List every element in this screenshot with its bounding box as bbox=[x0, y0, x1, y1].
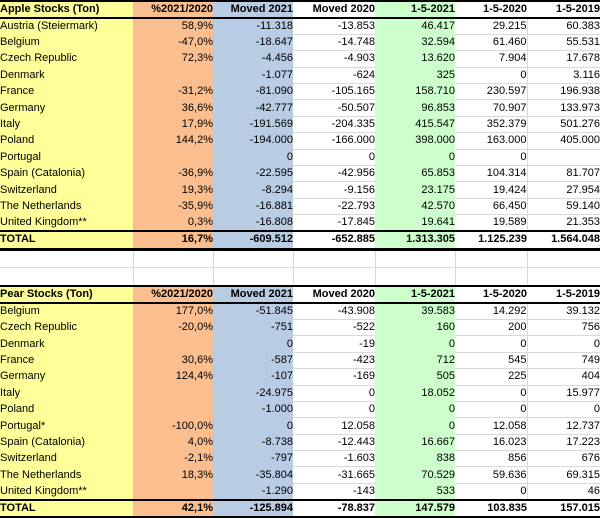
cell[interactable]: 0 bbox=[293, 149, 375, 165]
cell[interactable]: -107 bbox=[213, 369, 293, 385]
cell[interactable]: 133.973 bbox=[527, 100, 600, 116]
total-cell[interactable]: -125.894 bbox=[213, 500, 293, 518]
cell[interactable]: 196.938 bbox=[527, 84, 600, 100]
cell[interactable]: -4.903 bbox=[293, 51, 375, 67]
cell[interactable]: 7.904 bbox=[455, 51, 527, 67]
cell[interactable]: 70.529 bbox=[375, 467, 455, 483]
table-row bbox=[0, 418, 600, 434]
cell[interactable]: -100,0% bbox=[133, 418, 213, 434]
column-header-6[interactable]: 1-5-2019 bbox=[527, 1, 600, 18]
cell[interactable]: 19,3% bbox=[133, 182, 213, 198]
cell[interactable]: -204.335 bbox=[293, 116, 375, 132]
row-label[interactable]: Denmark bbox=[0, 67, 133, 83]
cell[interactable]: 712 bbox=[375, 352, 455, 368]
cell[interactable]: 158.710 bbox=[375, 84, 455, 100]
cell[interactable]: -624 bbox=[293, 67, 375, 83]
cell[interactable] bbox=[133, 483, 213, 499]
cell[interactable]: -20,0% bbox=[133, 319, 213, 335]
table-title[interactable]: Pear Stocks (Ton) bbox=[0, 286, 133, 303]
cell[interactable]: 70.907 bbox=[455, 100, 527, 116]
cell[interactable]: -42.777 bbox=[213, 100, 293, 116]
table-row bbox=[0, 467, 600, 483]
cell[interactable]: 0 bbox=[455, 149, 527, 165]
cell[interactable]: 59.636 bbox=[455, 467, 527, 483]
table-row bbox=[0, 500, 600, 518]
cell[interactable]: 160 bbox=[375, 319, 455, 335]
cell[interactable]: -35,9% bbox=[133, 198, 213, 214]
cell[interactable]: 15.977 bbox=[527, 385, 600, 401]
table-row bbox=[0, 1, 600, 18]
cell[interactable]: 0 bbox=[293, 385, 375, 401]
cell[interactable]: -24.975 bbox=[213, 385, 293, 401]
cell[interactable]: 13.620 bbox=[375, 51, 455, 67]
total-cell[interactable]: -609.512 bbox=[213, 231, 293, 249]
column-header-6[interactable]: 1-5-2019 bbox=[527, 286, 600, 303]
cell[interactable]: -522 bbox=[293, 319, 375, 335]
cell[interactable]: 27.954 bbox=[527, 182, 600, 198]
total-cell[interactable]: 1.564.048 bbox=[527, 231, 600, 249]
total-label[interactable]: TOTAL bbox=[0, 500, 133, 518]
cell[interactable]: 404 bbox=[527, 369, 600, 385]
cell[interactable]: 756 bbox=[527, 319, 600, 335]
cell[interactable]: 39.132 bbox=[527, 303, 600, 319]
row-label[interactable]: Switzerland bbox=[0, 182, 133, 198]
empty-cell[interactable] bbox=[375, 249, 455, 268]
column-header-2[interactable]: Moved 2021 bbox=[213, 1, 293, 18]
table-row bbox=[0, 100, 600, 116]
cell[interactable]: 12.737 bbox=[527, 418, 600, 434]
total-cell[interactable]: -652.885 bbox=[293, 231, 375, 249]
cell[interactable]: -19 bbox=[293, 336, 375, 352]
table-row bbox=[0, 133, 600, 149]
cell[interactable]: 0 bbox=[293, 401, 375, 417]
column-header-1[interactable]: %2021/2020 bbox=[133, 286, 213, 303]
total-cell[interactable]: 147.579 bbox=[375, 500, 455, 518]
empty-cell[interactable] bbox=[133, 268, 213, 287]
cell[interactable]: -143 bbox=[293, 483, 375, 499]
cell[interactable]: -12.443 bbox=[293, 434, 375, 450]
cell[interactable]: 398.000 bbox=[375, 133, 455, 149]
cell[interactable]: 0 bbox=[455, 385, 527, 401]
table-row bbox=[0, 369, 600, 385]
cell[interactable]: 501.276 bbox=[527, 116, 600, 132]
cell[interactable]: 533 bbox=[375, 483, 455, 499]
cell[interactable]: 14.292 bbox=[455, 303, 527, 319]
total-cell[interactable]: 1.313.305 bbox=[375, 231, 455, 249]
cell[interactable]: -17.845 bbox=[293, 215, 375, 231]
cell[interactable]: 55.531 bbox=[527, 34, 600, 50]
empty-cell[interactable] bbox=[293, 249, 375, 268]
cell[interactable]: 96.853 bbox=[375, 100, 455, 116]
row-label[interactable]: Germany bbox=[0, 369, 133, 385]
cell[interactable]: 0 bbox=[375, 418, 455, 434]
column-header-3[interactable]: Moved 2020 bbox=[293, 1, 375, 18]
cell[interactable]: 856 bbox=[455, 451, 527, 467]
row-label[interactable]: Denmark bbox=[0, 336, 133, 352]
row-label[interactable]: Czech Republic bbox=[0, 51, 133, 67]
table-row bbox=[0, 483, 600, 499]
cell[interactable]: -31.665 bbox=[293, 467, 375, 483]
cell[interactable]: 4,0% bbox=[133, 434, 213, 450]
cell[interactable]: 838 bbox=[375, 451, 455, 467]
cell[interactable] bbox=[527, 149, 600, 165]
row-label[interactable]: United Kingdom** bbox=[0, 215, 133, 231]
cell[interactable]: 81.707 bbox=[527, 166, 600, 182]
cell[interactable]: 66.450 bbox=[455, 198, 527, 214]
total-label[interactable]: TOTAL bbox=[0, 231, 133, 249]
cell[interactable] bbox=[133, 401, 213, 417]
row-label[interactable]: Portugal* bbox=[0, 418, 133, 434]
total-cell[interactable]: -78.837 bbox=[293, 500, 375, 518]
cell[interactable]: -31,2% bbox=[133, 84, 213, 100]
table-title[interactable]: Apple Stocks (Ton) bbox=[0, 1, 133, 18]
table-row bbox=[0, 352, 600, 368]
cell[interactable]: -22.595 bbox=[213, 166, 293, 182]
cell[interactable]: -105.165 bbox=[293, 84, 375, 100]
cell[interactable]: -1.000 bbox=[213, 401, 293, 417]
cell[interactable]: 0 bbox=[455, 483, 527, 499]
cell[interactable]: 325 bbox=[375, 67, 455, 83]
cell[interactable]: 0 bbox=[213, 149, 293, 165]
cell[interactable]: -14.748 bbox=[293, 34, 375, 50]
empty-cell[interactable] bbox=[527, 268, 600, 287]
cell[interactable]: 405.000 bbox=[527, 133, 600, 149]
table-row bbox=[0, 182, 600, 198]
total-cell[interactable]: 1.125.239 bbox=[455, 231, 527, 249]
table-row bbox=[0, 166, 600, 182]
empty-cell[interactable] bbox=[133, 249, 213, 268]
cell[interactable]: 60.383 bbox=[527, 18, 600, 34]
table-row bbox=[0, 385, 600, 401]
cell[interactable]: 69.315 bbox=[527, 467, 600, 483]
cell[interactable]: -50.507 bbox=[293, 100, 375, 116]
cell[interactable]: -13.853 bbox=[293, 18, 375, 34]
empty-cell[interactable] bbox=[0, 268, 133, 287]
cell[interactable]: 0 bbox=[455, 67, 527, 83]
empty-cell[interactable] bbox=[213, 268, 293, 287]
cell[interactable]: 0 bbox=[455, 401, 527, 417]
column-header-5[interactable]: 1-5-2020 bbox=[455, 286, 527, 303]
cell[interactable]: -587 bbox=[213, 352, 293, 368]
column-header-5[interactable]: 1-5-2020 bbox=[455, 1, 527, 18]
table-row bbox=[0, 215, 600, 231]
cell[interactable]: 415.547 bbox=[375, 116, 455, 132]
cell[interactable] bbox=[133, 336, 213, 352]
total-cell[interactable]: 16,7% bbox=[133, 231, 213, 249]
table-row bbox=[0, 67, 600, 83]
empty-cell[interactable] bbox=[455, 249, 527, 268]
row-label[interactable]: Belgium bbox=[0, 34, 133, 50]
cell[interactable]: 19.589 bbox=[455, 215, 527, 231]
cell[interactable]: 16.667 bbox=[375, 434, 455, 450]
cell[interactable]: -1.603 bbox=[293, 451, 375, 467]
column-header-1[interactable]: %2021/2020 bbox=[133, 1, 213, 18]
cell[interactable] bbox=[133, 67, 213, 83]
total-cell[interactable]: 157.015 bbox=[527, 500, 600, 518]
cell[interactable]: 749 bbox=[527, 352, 600, 368]
empty-cell[interactable] bbox=[455, 268, 527, 287]
cell[interactable]: 225 bbox=[455, 369, 527, 385]
cell[interactable]: -47,0% bbox=[133, 34, 213, 50]
cell[interactable]: 124,4% bbox=[133, 369, 213, 385]
cell[interactable]: 46 bbox=[527, 483, 600, 499]
row-label[interactable]: The Netherlands bbox=[0, 198, 133, 214]
row-label[interactable]: Poland bbox=[0, 401, 133, 417]
row-label[interactable]: Switzerland bbox=[0, 451, 133, 467]
row-label[interactable]: Spain (Catalonia) bbox=[0, 434, 133, 450]
cell[interactable]: 12.058 bbox=[455, 418, 527, 434]
cell[interactable]: -36,9% bbox=[133, 166, 213, 182]
row-label[interactable]: Italy bbox=[0, 116, 133, 132]
table-row bbox=[0, 434, 600, 450]
total-cell[interactable]: 103.835 bbox=[455, 500, 527, 518]
row-label[interactable]: Czech Republic bbox=[0, 319, 133, 335]
table-row bbox=[0, 401, 600, 417]
cell[interactable]: 230.597 bbox=[455, 84, 527, 100]
table-row bbox=[0, 116, 600, 132]
empty-cell[interactable] bbox=[527, 249, 600, 268]
cell[interactable]: 42.570 bbox=[375, 198, 455, 214]
table-row bbox=[0, 198, 600, 214]
cell[interactable]: -16.808 bbox=[213, 215, 293, 231]
cell[interactable]: 61.460 bbox=[455, 34, 527, 50]
cell[interactable]: 12.058 bbox=[293, 418, 375, 434]
table-row bbox=[0, 34, 600, 50]
empty-row bbox=[0, 249, 600, 268]
column-header-2[interactable]: Moved 2021 bbox=[213, 286, 293, 303]
cell[interactable]: 17,9% bbox=[133, 116, 213, 132]
cell[interactable]: -194.000 bbox=[213, 133, 293, 149]
empty-cell[interactable] bbox=[375, 268, 455, 287]
cell[interactable]: -191.569 bbox=[213, 116, 293, 132]
table-row bbox=[0, 286, 600, 303]
cell[interactable]: 0 bbox=[527, 401, 600, 417]
cell[interactable]: -797 bbox=[213, 451, 293, 467]
cell[interactable]: 177,0% bbox=[133, 303, 213, 319]
cell[interactable]: 18.052 bbox=[375, 385, 455, 401]
cell[interactable]: 39.583 bbox=[375, 303, 455, 319]
cell[interactable]: 17.678 bbox=[527, 51, 600, 67]
cell[interactable]: -81.090 bbox=[213, 84, 293, 100]
cell[interactable]: 23.175 bbox=[375, 182, 455, 198]
cell[interactable]: -42.956 bbox=[293, 166, 375, 182]
cell[interactable]: -51.845 bbox=[213, 303, 293, 319]
cell[interactable]: 18,3% bbox=[133, 467, 213, 483]
cell[interactable]: 0,3% bbox=[133, 215, 213, 231]
cell[interactable]: 352.379 bbox=[455, 116, 527, 132]
cell[interactable]: -43.908 bbox=[293, 303, 375, 319]
cell[interactable]: 21.353 bbox=[527, 215, 600, 231]
empty-cell[interactable] bbox=[293, 268, 375, 287]
cell[interactable]: -8.738 bbox=[213, 434, 293, 450]
cell[interactable]: 104.314 bbox=[455, 166, 527, 182]
cell[interactable]: -1.290 bbox=[213, 483, 293, 499]
empty-cell[interactable] bbox=[213, 249, 293, 268]
cell[interactable]: 0 bbox=[375, 149, 455, 165]
row-label[interactable]: The Netherlands bbox=[0, 467, 133, 483]
table-row bbox=[0, 84, 600, 100]
cell[interactable]: -2,1% bbox=[133, 451, 213, 467]
cell[interactable]: 59.140 bbox=[527, 198, 600, 214]
column-header-3[interactable]: Moved 2020 bbox=[293, 286, 375, 303]
row-label[interactable]: France bbox=[0, 352, 133, 368]
cell[interactable]: -22.793 bbox=[293, 198, 375, 214]
empty-cell[interactable] bbox=[0, 249, 133, 268]
cell[interactable]: -9.156 bbox=[293, 182, 375, 198]
table-row bbox=[0, 231, 600, 249]
cell[interactable]: -8.294 bbox=[213, 182, 293, 198]
cell[interactable]: -166.000 bbox=[293, 133, 375, 149]
empty-row bbox=[0, 268, 600, 287]
cell[interactable]: 19.424 bbox=[455, 182, 527, 198]
cell[interactable]: 0 bbox=[527, 336, 600, 352]
cell[interactable]: -18.647 bbox=[213, 34, 293, 50]
cell[interactable]: 30,6% bbox=[133, 352, 213, 368]
cell[interactable]: -169 bbox=[293, 369, 375, 385]
row-label[interactable]: Italy bbox=[0, 385, 133, 401]
cell[interactable]: -751 bbox=[213, 319, 293, 335]
cell[interactable]: 144,2% bbox=[133, 133, 213, 149]
cell[interactable]: 676 bbox=[527, 451, 600, 467]
table-row bbox=[0, 51, 600, 67]
cell[interactable]: 36,6% bbox=[133, 100, 213, 116]
cell[interactable]: 19.641 bbox=[375, 215, 455, 231]
cell[interactable]: 0 bbox=[213, 418, 293, 434]
total-cell[interactable]: 42,1% bbox=[133, 500, 213, 518]
cell[interactable]: 46.417 bbox=[375, 18, 455, 34]
cell[interactable]: 505 bbox=[375, 369, 455, 385]
cell[interactable]: -16.881 bbox=[213, 198, 293, 214]
table-row bbox=[0, 303, 600, 319]
cell[interactable]: 0 bbox=[375, 336, 455, 352]
table-row bbox=[0, 319, 600, 335]
stocks-table-body bbox=[0, 1, 600, 518]
cell[interactable]: 29.215 bbox=[455, 18, 527, 34]
cell[interactable]: 32.594 bbox=[375, 34, 455, 50]
cell[interactable]: 0 bbox=[213, 336, 293, 352]
cell[interactable]: 65.853 bbox=[375, 166, 455, 182]
cell[interactable]: 0 bbox=[455, 336, 527, 352]
column-header-4[interactable]: 1-5-2021 bbox=[375, 286, 455, 303]
cell[interactable]: 0 bbox=[375, 401, 455, 417]
cell[interactable]: 545 bbox=[455, 352, 527, 368]
cell[interactable] bbox=[133, 385, 213, 401]
cell[interactable]: -35.804 bbox=[213, 467, 293, 483]
cell[interactable]: -1.077 bbox=[213, 67, 293, 83]
table-row bbox=[0, 18, 600, 34]
cell[interactable]: 163.000 bbox=[455, 133, 527, 149]
cell[interactable]: -4.456 bbox=[213, 51, 293, 67]
row-label[interactable]: France bbox=[0, 84, 133, 100]
cell[interactable]: -11.318 bbox=[213, 18, 293, 34]
row-label[interactable]: United Kingdom** bbox=[0, 483, 133, 499]
row-label[interactable]: Poland bbox=[0, 133, 133, 149]
row-label[interactable]: Spain (Catalonia) bbox=[0, 166, 133, 182]
cell[interactable]: 3.116 bbox=[527, 67, 600, 83]
cell[interactable]: -423 bbox=[293, 352, 375, 368]
row-label[interactable]: Belgium bbox=[0, 303, 133, 319]
table-row bbox=[0, 336, 600, 352]
cell[interactable]: 72,3% bbox=[133, 51, 213, 67]
cell[interactable]: 58,9% bbox=[133, 18, 213, 34]
column-header-4[interactable]: 1-5-2021 bbox=[375, 1, 455, 18]
table-row bbox=[0, 451, 600, 467]
row-label[interactable]: Germany bbox=[0, 100, 133, 116]
cell[interactable] bbox=[133, 149, 213, 165]
row-label[interactable]: Portugal bbox=[0, 149, 133, 165]
cell[interactable]: 200 bbox=[455, 319, 527, 335]
cell[interactable]: 16.023 bbox=[455, 434, 527, 450]
cell[interactable]: 17.223 bbox=[527, 434, 600, 450]
row-label[interactable]: Austria (Steiermark) bbox=[0, 18, 133, 34]
table-row bbox=[0, 149, 600, 165]
